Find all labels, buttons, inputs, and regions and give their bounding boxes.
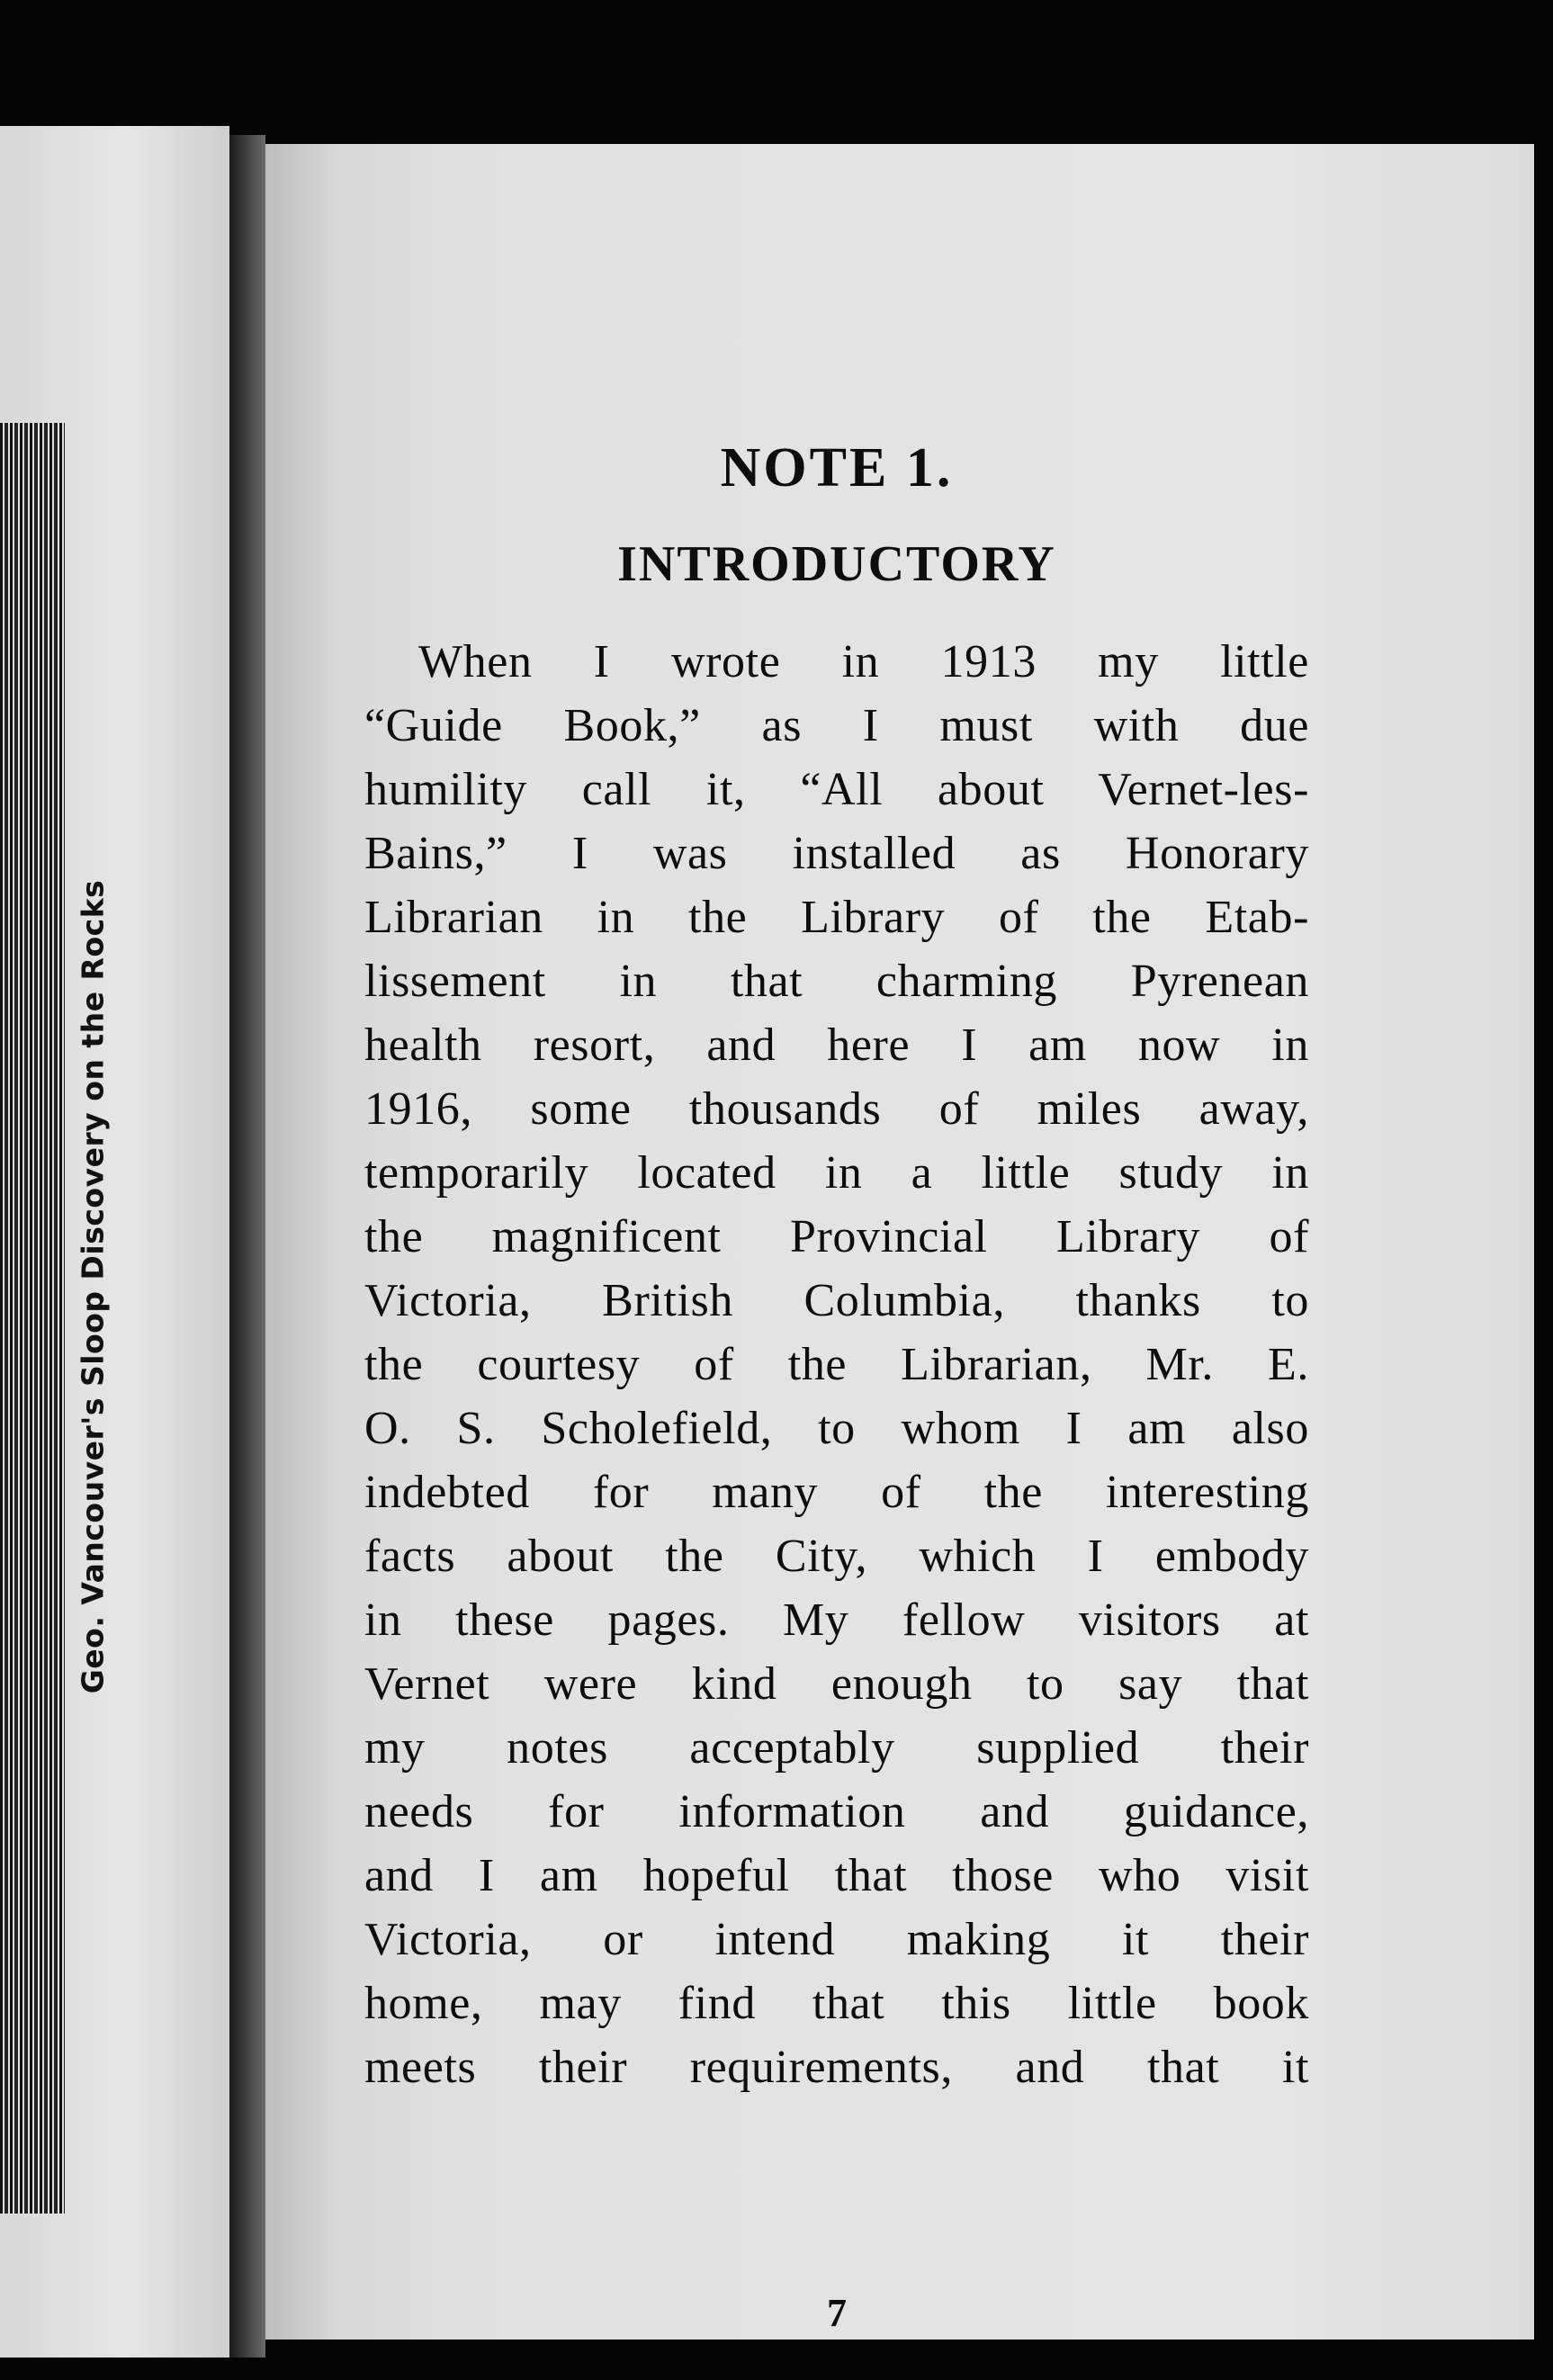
- text-line: health resort, and here I am now in: [364, 1019, 1309, 1071]
- text-line: facts about the City, which I embody: [364, 1531, 1309, 1582]
- text-line: and I am hopeful that those who visit: [364, 1850, 1309, 1901]
- body-paragraph: [364, 630, 1309, 2099]
- book-gutter: [229, 135, 265, 2358]
- facing-plate-page: [0, 126, 229, 2358]
- text-line: my notes acceptably supplied their: [364, 1722, 1309, 1774]
- text-line: O. S. Scholefield, to whom I am also: [364, 1403, 1309, 1454]
- text-line: Librarian in the Library of the Etab-: [364, 892, 1309, 943]
- text-line: meets their requirements, and that it: [364, 2042, 1309, 2093]
- text-line: indebted for many of the interesting: [364, 1467, 1309, 1518]
- text-line: Bains,” I was installed as Honorary: [364, 828, 1309, 879]
- text-line: temporarily located in a little study in: [364, 1147, 1309, 1199]
- text-line: When I wrote in 1913 my little: [418, 636, 1309, 687]
- plate-illustration-edge: [0, 423, 65, 2214]
- text-line: Victoria, or intend making it their: [364, 1914, 1309, 1965]
- page-number: 7: [827, 2291, 847, 2335]
- text-line: in these pages. My fellow visitors at: [364, 1594, 1309, 1646]
- text-line: the courtesy of the Librarian, Mr. E.: [364, 1339, 1309, 1390]
- text-line: needs for information and guidance,: [364, 1786, 1309, 1837]
- plate-caption-text: Geo. Vancouver's Sloop Discovery on the Rocks: [75, 879, 111, 1694]
- text-line: home, may find that this little book: [364, 1978, 1309, 2029]
- text-line: 1916, some thousands of miles away,: [364, 1083, 1309, 1135]
- text-line: Victoria, British Columbia, thanks to: [364, 1275, 1309, 1326]
- note-heading: NOTE 1.: [720, 437, 954, 498]
- text-line: “Guide Book,” as I must with due: [364, 700, 1309, 751]
- text-line: Vernet were kind enough to say that: [364, 1658, 1309, 1710]
- text-line: the magnificent Provincial Library of: [364, 1211, 1309, 1262]
- book-page: [265, 144, 1534, 2340]
- text-line: humility call it, “All about Vernet-les-: [364, 764, 1309, 815]
- section-title: INTRODUCTORY: [617, 536, 1056, 592]
- text-line: lissement in that charming Pyrenean: [364, 956, 1309, 1007]
